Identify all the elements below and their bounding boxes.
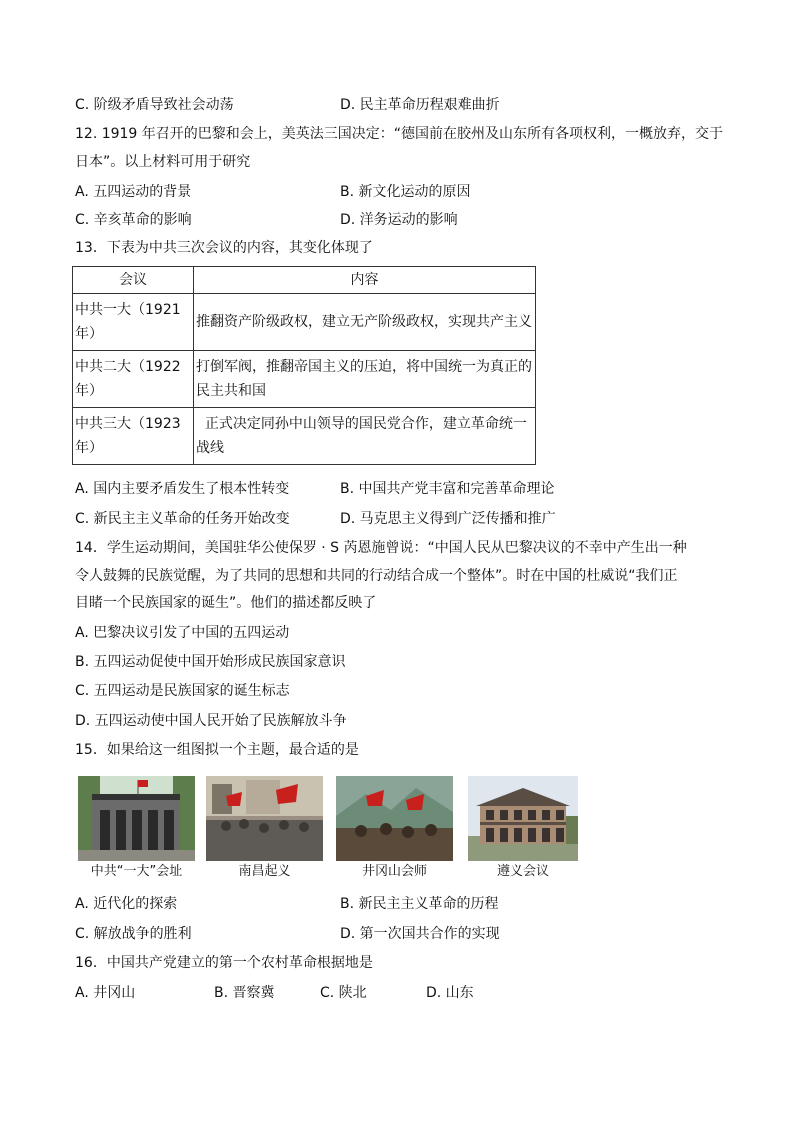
table-cell-meeting: 中共三大（1923 年） <box>73 408 194 465</box>
q15-stem: 15．如果给这一组图拟一个主题，最合适的是 <box>75 742 359 758</box>
q14-stem-line1: 14．学生运动期间，美国驻华公使保罗 · S 芮恩施曾说：“中国人民从巴黎决议的不幸中产生出一种 <box>75 540 687 556</box>
table-header-content: 内容 <box>194 267 536 294</box>
q15-option-d: D. 第一次国共合作的实现 <box>340 926 500 942</box>
caption-nanchang-uprising: 南昌起义 <box>238 864 291 879</box>
caption-jinggangshan-meeting: 井冈山会师 <box>361 864 427 879</box>
meetings-table <box>72 266 536 465</box>
q14-option-d: D. 五四运动使中国人民开始了民族解放斗争 <box>75 713 347 729</box>
q14-option-b: B. 五四运动促使中国开始形成民族国家意识 <box>75 654 346 670</box>
table-cell-meeting: 中共二大（1922 年） <box>73 351 194 408</box>
q15-option-a: A. 近代化的探索 <box>75 896 178 912</box>
q12-option-a: A. 五四运动的背景 <box>75 184 192 200</box>
table-cell-content: 推翻资产阶级政权，建立无产阶级政权，实现共产主义 <box>194 294 536 351</box>
table-cell-meeting: 中共一大（1921 年） <box>73 294 194 351</box>
q13-stem: 13．下表为中共三次会议的内容，其变化体现了 <box>75 240 373 256</box>
q12-stem-line2: 日本”。以上材料可用于研究 <box>75 154 251 170</box>
q13-option-b: B. 中国共产党丰富和完善革命理论 <box>340 481 555 497</box>
caption-zunyi-meeting: 遵义会议 <box>496 864 549 879</box>
table-row <box>73 408 536 465</box>
q15-option-b: B. 新民主主义革命的历程 <box>340 896 499 912</box>
q16-option-b: B. 晋察冀 <box>214 985 275 1001</box>
q13-option-c: C. 新民主主义革命的任务开始改变 <box>75 511 290 527</box>
q12-stem-line1: 12. 1919 年召开的巴黎和会上，美英法三国决定：“德国前在胶州及山东所有各项权利，一概放弃，交于 <box>75 126 724 142</box>
q13-option-d: D. 马克思主义得到广泛传播和推广 <box>340 511 556 527</box>
q11-option-d: D. 民主革命历程艰难曲折 <box>340 97 500 113</box>
q13-option-a: A. 国内主要矛盾发生了根本性转变 <box>75 481 290 497</box>
photo-group <box>78 776 578 882</box>
table-cell-content: 正式决定同孙中山领导的国民党合作，建立革命统一战线 <box>194 408 536 465</box>
q16-option-a: A. 井冈山 <box>75 985 136 1001</box>
q16-stem: 16．中国共产党建立的第一个农村革命根据地是 <box>75 955 373 971</box>
q14-stem-line2: 令人鼓舞的民族觉醒，为了共同的思想和共同的行动结合成一个整体”。时在中国的杜威说“我们正 <box>75 568 678 584</box>
q14-stem-line3: 目睹一个民族国家的诞生”。他们的描述都反映了 <box>75 595 377 611</box>
q12-option-c: C. 辛亥革命的影响 <box>75 212 192 228</box>
table-header-meeting: 会议 <box>73 267 194 294</box>
q11-option-c: C. 阶级矛盾导致社会动荡 <box>75 97 234 113</box>
q12-option-b: B. 新文化运动的原因 <box>340 184 471 200</box>
q16-option-c: C. 陕北 <box>320 985 367 1001</box>
photo-first-congress-site <box>78 776 195 861</box>
q16-option-d: D. 山东 <box>426 985 474 1001</box>
table-cell-content: 打倒军阀，推翻帝国主义的压迫，将中国统一为真正的民主共和国 <box>194 351 536 408</box>
caption-first-congress-site: 中共“一大”会址 <box>90 864 183 879</box>
q12-option-d: D. 洋务运动的影响 <box>340 212 458 228</box>
q14-option-a: A. 巴黎决议引发了中国的五四运动 <box>75 625 290 641</box>
photo-zunyi-meeting <box>468 776 578 861</box>
q15-option-c: C. 解放战争的胜利 <box>75 926 192 942</box>
table-row <box>73 294 536 351</box>
photo-nanchang-uprising <box>206 776 323 861</box>
q14-option-c: C. 五四运动是民族国家的诞生标志 <box>75 683 290 699</box>
photo-jinggangshan-meeting <box>336 776 453 861</box>
table-row <box>73 351 536 408</box>
